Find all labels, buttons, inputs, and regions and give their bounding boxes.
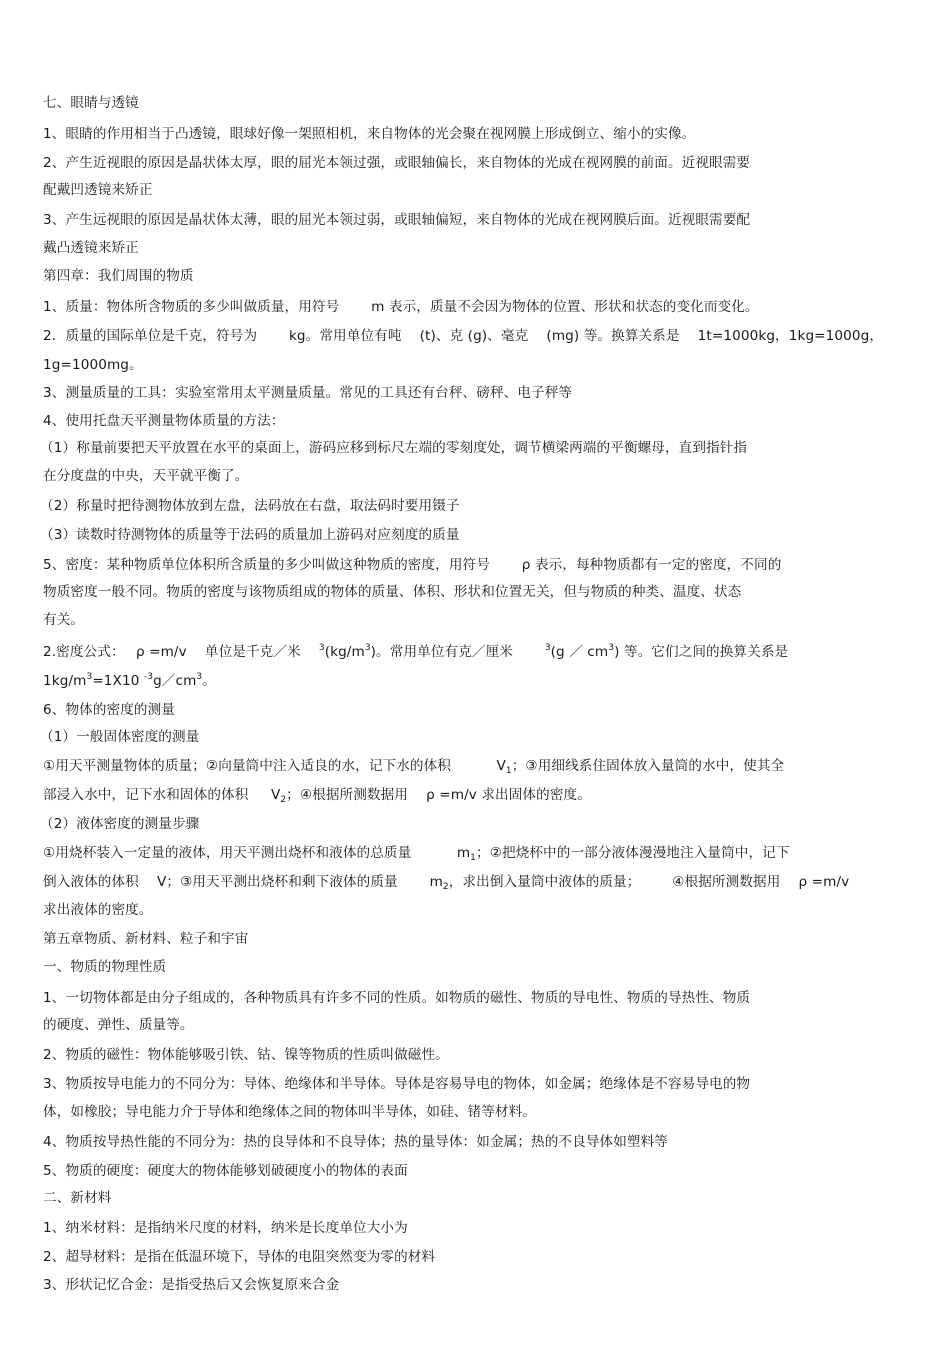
paragraph-line: 1、一切物体都是由分子组成的，各种物质具有许多不同的性质。如物质的磁性、物质的导电性、物质的导热性、物质 — [43, 990, 751, 1006]
paragraph-line: 5、物质的硬度：硬度大的物体能够划破硬度小的物体的表面 — [43, 1163, 408, 1179]
paragraph-line: 6、物体的密度的测量 — [43, 702, 175, 718]
paragraph-line: 4、物质按导热性能的不同分为：热的良导体和不良导体；热的量导体：如金属；热的不良导体如塑料等 — [43, 1134, 668, 1150]
paragraph-line: 4、使用托盘天平测量物体质量的方法： — [43, 413, 285, 429]
paragraph-line: 3、测量质量的工具：实验室常用太平测量质量。常见的工具还有台秤、磅秤、电子秤等 — [43, 385, 573, 401]
paragraph-line: （1）称量前要把天平放置在水平的桌面上，游码应移到标尺左端的零刻度处，调节横梁两端的平衡螺母，直到指针指 — [40, 440, 748, 456]
paragraph-line: 2、超导材料：是指在低温环境下，导体的电阻突然变为零的材料 — [43, 1249, 436, 1265]
paragraph-line: 在分度盘的中央，天平就平衡了。 — [43, 468, 249, 484]
paragraph-line: 1、纳米材料：是指纳米尺度的材料，纳米是长度单位大小为 — [43, 1220, 408, 1236]
section-heading: 一、物质的物理性质 — [43, 959, 167, 975]
paragraph-line: 3、物质按导电能力的不同分为：导体、绝缘体和半导体。导体是容易导电的物体，如金属；绝缘体是不容易导电的物 — [43, 1076, 751, 1092]
paragraph-line: 1、质量：物体所含物质的多少叫做质量，用符号 m 表示，质量不会因为物体的位置、形状和状态的变化而变化。 — [43, 299, 759, 315]
solid-density-step-line: ①用天平测量物体的质量；②向量筒中注入适良的水，记下水的体积 $V_1$；③用细线系住固体放入量筒的水中，使其全 — [43, 758, 785, 776]
paragraph-line: 1g=1000mg。 — [43, 357, 143, 373]
paragraph-line: （2）称量时把待测物体放到左盘，法码放在右盘，取法码时要用镊子 — [40, 498, 460, 514]
paragraph-line: 2、产生近视眼的原因是晶状体太厚，眼的屈光本领过强，或眼轴偏长，来自物体的光成在视网膜的前面。近视眼需要 — [43, 155, 751, 171]
section-heading: 二、新材料 — [43, 1190, 112, 1206]
paragraph-line: 物质密度一般不同。物质的密度与该物质组成的物体的质量、体积、形状和位置无关，但与物质的种类、温度、状态 — [43, 584, 742, 600]
paragraph-line: 5、密度：某种物质单位体积所含质量的多少叫做这种物质的密度，用符号 ρ 表示，每种物质都有一定的密度，不同的 — [43, 557, 782, 573]
density-formula-line: 2.密度公式： ρ =m/v 单位是千克／米 $^3(kg/m^3)$。常用单位有克／厘米 $^3$(g ／ $cm^3$) 等。它们之间的换算关系是 — [43, 643, 789, 660]
paragraph-line: 1、眼睛的作用相当于凸透镜，眼球好像一架照相机，来自物体的光会聚在视网膜上形成倒立、缩小的实像。 — [43, 126, 696, 142]
paragraph-line: 的硬度、弹性、质量等。 — [43, 1017, 194, 1033]
paragraph-line: 2．质量的国际单位是千克，符号为 kg。常用单位有吨 (t)、克 (g)、毫克 (mg) 等。换算关系是 1t=1000kg，1kg=1000g， — [43, 328, 884, 344]
paragraph-line: 求出液体的密度。 — [43, 902, 153, 918]
paragraph-line: 3、形状记忆合金：是指受热后又会恢复原来合金 — [43, 1277, 340, 1293]
chapter-heading-4: 第四章：我们周围的物质 — [43, 268, 194, 284]
paragraph-line: 3、产生远视眼的原因是晶状体太薄，眼的屈光本领过弱，或眼轴偏短，来自物体的光成在视网膜后面。近视眼需要配 — [43, 212, 751, 228]
paragraph-line: 配戴凹透镜来矫正 — [43, 182, 153, 198]
paragraph-line: 戴凸透镜来矫正 — [43, 240, 139, 256]
section-heading-eyes-lens: 七、眼睛与透镜 — [43, 95, 139, 111]
paragraph-line: 体，如橡胶；导电能力介于导体和绝缘体之间的物体叫半导体，如硅、锗等材料。 — [43, 1104, 536, 1120]
paragraph-line: （2）液体密度的测量步骤 — [40, 816, 200, 832]
paragraph-line: 有关。 — [43, 612, 85, 628]
liquid-density-step-line: ①用烧杯装入一定量的液体，用天平测出烧杯和液体的总质量 $m_1$；②把烧杯中的一部分液体漫漫地注入量筒中，记下 — [43, 845, 790, 863]
solid-density-step-line: 部浸入水中，记下水和固体的体积 $V_2$；④根据所测数据用 ρ =m/v 求出固体的密度。 — [43, 787, 591, 805]
paragraph-line: （3）读数时待测物体的质量等于法码的质量加上游码对应刻度的质量 — [40, 527, 460, 543]
chapter-heading-5: 第五章物质、新材料、粒子和宇宙 — [43, 931, 249, 947]
density-conversion-line: $1kg/m^3=1X10$ $^{-3}g/cm^3$。 — [43, 672, 216, 689]
paragraph-line: 2、物质的磁性：物体能够吸引铁、钴、镍等物质的性质叫做磁性。 — [43, 1047, 449, 1063]
paragraph-line: （1）一般固体密度的测量 — [40, 729, 200, 745]
liquid-density-step-line: 倒入液体的体积 V；③用天平测出烧杯和剩下液体的质量 $m_2$，求出倒入量筒中液体的质量； ④根据所测数据用 ρ =m/v — [43, 874, 850, 892]
